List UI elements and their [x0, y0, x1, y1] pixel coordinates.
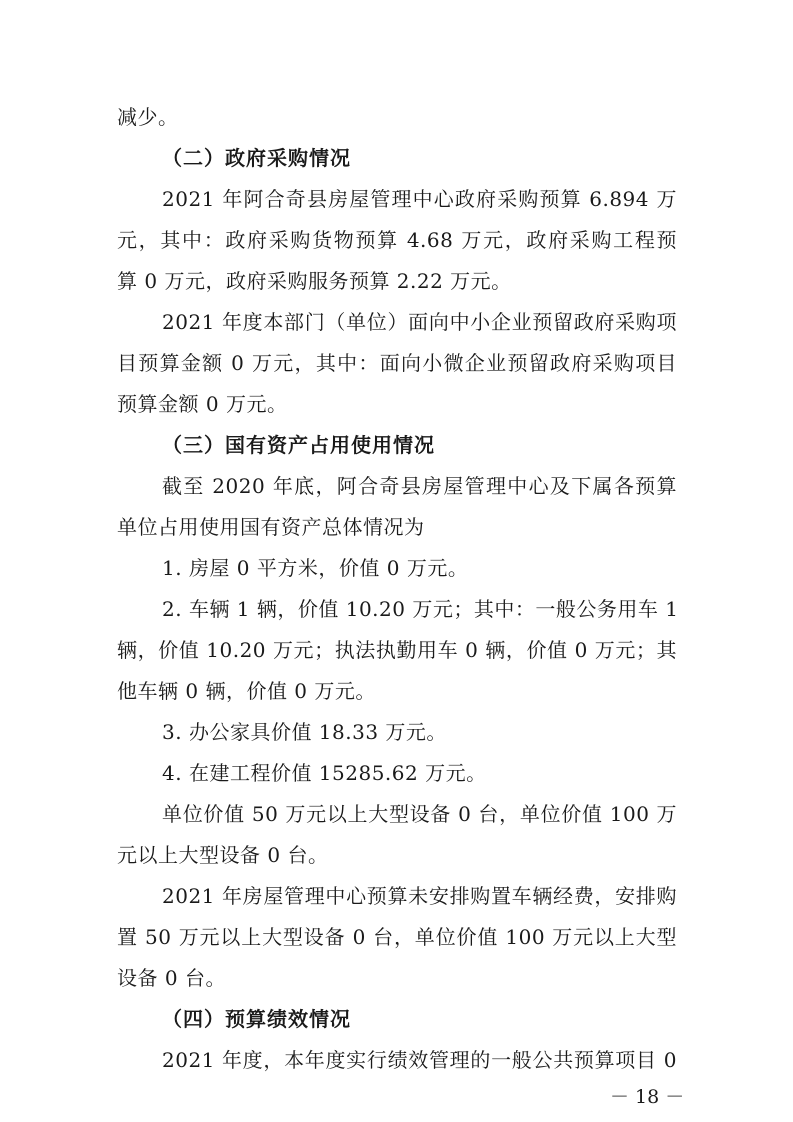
- page-number: － 18 －: [610, 1086, 685, 1108]
- paragraph-line: 2021 年房屋管理中心预算未安排购置车辆经费，安排购: [162, 884, 677, 908]
- paragraph-line: 辆，价值 10.20 万元；执法执勤用车 0 辆，价值 0 万元；其: [117, 638, 677, 662]
- paragraph-line: 设备 0 台。: [117, 966, 226, 990]
- list-item-housing: 1. 房屋 0 平方米，价值 0 万元。: [162, 556, 469, 580]
- list-item-furniture: 3. 办公家具价值 18.33 万元。: [162, 720, 447, 744]
- paragraph-line: 2021 年度，本年度实行绩效管理的一般公共预算项目 0: [162, 1048, 677, 1072]
- paragraph-line: 预算金额 0 万元。: [117, 392, 288, 416]
- paragraph-line: 算 0 万元，政府采购服务预算 2.22 万元。: [117, 269, 512, 293]
- paragraph-line: 2021 年阿合奇县房屋管理中心政府采购预算 6.894 万: [162, 187, 677, 211]
- section-heading-procurement: （二）政府采购情况: [162, 146, 351, 170]
- paragraph-line: 单位价值 50 万元以上大型设备 0 台，单位价值 100 万: [162, 802, 677, 826]
- paragraph-line: 元，其中：政府采购货物预算 4.68 万元，政府采购工程预: [117, 228, 677, 252]
- paragraph-line: 置 50 万元以上大型设备 0 台，单位价值 100 万元以上大型: [117, 925, 677, 949]
- paragraph-line: 目预算金额 0 万元，其中：面向小微企业预留政府采购项目: [117, 351, 677, 375]
- paragraph-line: 截至 2020 年底，阿合奇县房屋管理中心及下属各预算: [162, 474, 677, 498]
- paragraph-line: 单位占用使用国有资产总体情况为: [117, 515, 425, 539]
- paragraph-line: 元以上大型设备 0 台。: [117, 843, 329, 867]
- list-item-vehicles: 2. 车辆 1 辆，价值 10.20 万元；其中：一般公务用车 1: [162, 597, 679, 621]
- paragraph-line: 他车辆 0 辆，价值 0 万元。: [117, 679, 376, 703]
- paragraph-line: 2021 年度本部门（单位）面向中小企业预留政府采购项: [162, 310, 677, 334]
- paragraph-line: 减少。: [117, 105, 179, 129]
- list-item-construction: 4. 在建工程价值 15285.62 万元。: [162, 761, 487, 785]
- section-heading-performance: （四）预算绩效情况: [162, 1007, 351, 1031]
- section-heading-state-assets: （三）国有资产占用使用情况: [162, 433, 435, 457]
